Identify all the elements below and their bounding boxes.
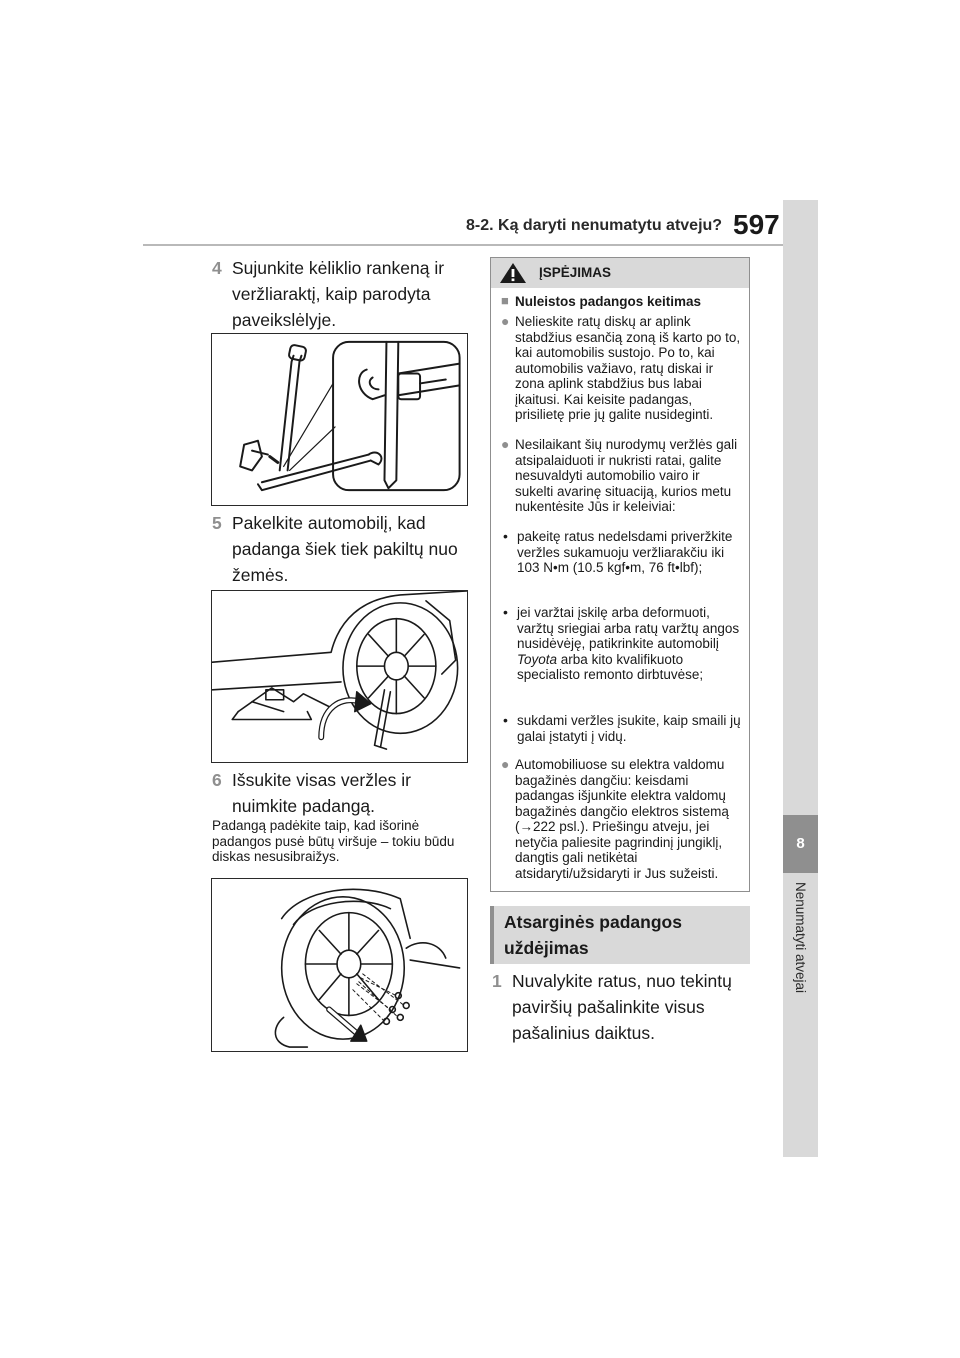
dot-bullet-icon: • — [503, 604, 508, 620]
square-bullet-icon: ■ — [501, 293, 509, 308]
note-text: Padangą padėkite taip, kad išorinė padangos pusė būtų viršuje – tokiu būdu diskas nesusibraižys. — [212, 818, 455, 864]
step-number: 1 — [492, 971, 502, 991]
step-number: 4 — [212, 258, 222, 278]
figure-raise-vehicle — [211, 590, 468, 763]
circle-bullet-icon: ● — [501, 756, 510, 772]
sub-bullet-toyota: jei varžtai įskilę arba deformuoti, varžtų sriegiai arba ratų varžtų angos nusidėvėję, patikrinkite automobilį Toyota arba kito kvalifikuoto specialisto remonto dirbtuvėse; — [517, 605, 740, 682]
warning-section-heading: ■ Nuleistos padangos keitimas — [501, 293, 702, 309]
section-banner — [490, 906, 750, 964]
figure-jack-handle-wrench — [211, 333, 468, 506]
chapter-label: Nenumatyti atvejai — [793, 882, 808, 994]
step-number: 5 — [212, 513, 222, 533]
warning-box — [490, 257, 750, 892]
circle-bullet-icon: ● — [501, 313, 510, 329]
step-6 — [212, 767, 472, 819]
wheel-removal-illustration — [212, 879, 467, 1051]
dot-bullet-icon: • — [503, 712, 508, 728]
warning-triangle-icon — [499, 262, 527, 284]
chapter-number-badge — [783, 815, 818, 873]
warning-title: ĮSPĖJIMAS — [539, 265, 612, 280]
dot-bullet-icon: • — [503, 528, 508, 544]
brand-name: Toyota — [517, 651, 558, 667]
step-1 — [492, 968, 754, 1046]
step-text: Sujunkite kėliklio rankeną ir veržliaraktį, kaip parodyta paveikslėlyje. — [232, 258, 445, 330]
step-text: Nuvalykite ratus, nuo tekintų paviršių pašalinkite visus pašalinius daiktus. — [512, 971, 732, 1043]
header-divider — [143, 244, 783, 246]
banner-accent — [490, 906, 494, 964]
chapter-number: 8 — [796, 835, 805, 852]
step-text: Išsukite visas veržles ir nuimkite padangą. — [232, 770, 411, 816]
jack-lifting-illustration — [212, 591, 467, 762]
page-number: 597 — [733, 209, 780, 240]
warning-sub-bullet — [501, 605, 741, 683]
section-title: 8-2. Ką daryti nenumatytu atveju? — [466, 217, 723, 234]
step-5 — [212, 510, 472, 588]
warning-bullet: ● Nelieskite ratų diskų ar aplink stabdžius esančią zoną iš karto po to, kai automobilis sustojo. Po to, kai automobilis važiavo, ratų diskai ir zona aplink stabdžius bus labai įkaitusi. Kai keisite padangas, prisilietę prie jų galite nusideginti. — [501, 313, 741, 422]
step-number: 6 — [212, 770, 222, 790]
jack-handle-illustration — [212, 334, 467, 505]
warning-bullet: ● Nesilaikant šių nurodymų veržlės gali atsipalaiduoti ir nukristi ratai, galite nesuvaldyti automobilio vairo ir sukelti avarinę situaciją, kurios metu nukentėsite Jūs ir keleiviai: — [501, 436, 738, 514]
warning-sub-bullet: • pakeitę ratus nedelsdami priveržkite veržles sukamuoju veržliarakčiu iki 103 N•m (10.5 kgf•m, 76 ft•lbf); — [503, 528, 733, 575]
warning-sub-bullet: • sukdami veržles įsukite, kaip smaili jų galai įstatyti į vidų. — [503, 712, 741, 744]
step-4 — [212, 255, 472, 333]
banner-title: Atsarginės padangos uždėjimas — [504, 912, 682, 958]
step-text: Pakelkite automobilį, kad padanga šiek tiek pakiltų nuo žemės. — [232, 513, 458, 585]
warning-header — [491, 258, 749, 288]
circle-bullet-icon: ● — [501, 436, 510, 452]
warning-bullet: ● Automobiliuose su elektra valdomu bagažinės dangčiu: keisdami padangas išjunkite elektra valdomų bagažinės dangčio elektros sistemą (→222 psl.). Priešingu atveju, jei netyčia paliesite pagrindinį jungiklį, dangtis gali netikėtai atsidaryti/užsidaryti ir Jus sužeisti. — [501, 756, 729, 881]
figure-remove-wheel — [211, 878, 468, 1052]
